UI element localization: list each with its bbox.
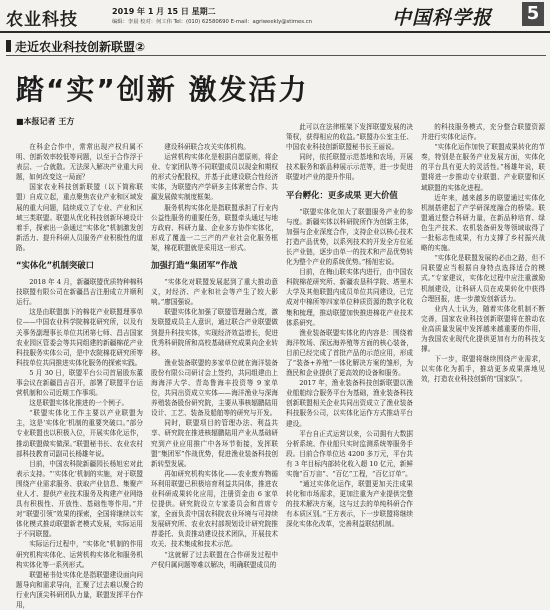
page-header bbox=[0, 0, 550, 30]
paragraph: 同时，依托联盟示范基地和农场，开展技术服务和新品种展示示范等，进一步促进联盟对产业的提升作用。 bbox=[286, 153, 413, 182]
paragraph: 平台自正式运营以来，公司拥有大数据分析系统、作业船只实时监测系统等服务手段。目前合作单位达 4200 多万元，平台共有 3 年目标内部转化收入超 10 亿元，新鲜实施“百万亩”、“百亿”工程，“百亿订单”。 bbox=[286, 429, 413, 478]
paragraph: “通过实体化运作，联盟更加关注成果转化和市场需求，更加注重为产业提供完整的技术解决方案，这与过去的单纯科研合作有本质区别。”王方表示，下一步联盟将继续深化实体化改革，完善利益联结机制。 bbox=[286, 480, 413, 529]
paragraph: “联盟实体化工作主要以产业联盟为主，这是‘实体化’机制的重要突破口。”部分专业联盟也以积极入位，开展实体化运作，推动联盟做实做深。”联盟秘书长、农业农村部科技教育司副司长杨雄年说。 bbox=[16, 409, 143, 458]
header-rule bbox=[0, 31, 550, 33]
dateline: 2019 年 1 月 15 日 星期二 bbox=[112, 7, 216, 16]
series-banner bbox=[6, 38, 436, 54]
subheading: “实体化”机制突破口 bbox=[16, 260, 95, 271]
article-byline: ■本报记者 王方 bbox=[16, 117, 75, 126]
paragraph: 联盟实体化加强了联盟管理融合度，激发联盟成员主人意识，通过联合产业联盟做到提升科技实体，实现经济效益增长，促进优秀科研院所和高校基础研究成果向企业转移。 bbox=[151, 308, 278, 357]
paragraph: 2017 年，渔业装备科技创新联盟以渔业船舶综合服务平台为基础，渔业装备科技创新联盟相关企业共同出资成立了渔业装备科技服务公司，以实体化运作方式推动平台建设。 bbox=[286, 379, 413, 428]
paragraph: 业内人士认为，随着实体化机制不断完善，国家农业科技创新联盟将在推动农业高质量发展中发挥越来越重要的作用，为我国农业现代化提供更加有力的科技支撑。 bbox=[421, 304, 545, 354]
paragraph: 5 月 30 日，联盟平台公司首届股东董事会议在新疆昌吉召开，部署了联盟平台运营机制和公司近期工作事项。 bbox=[16, 368, 143, 398]
paragraph: “这就解了过去联盟在合作研发过程中产权归属问题等难以解决，明确联盟成员的 bbox=[151, 550, 278, 569]
paragraph: 近年来，越来越多的联盟通过实体化机制搭建起了产学研深度融合的桥梁。联盟通过整合科研力量，在新品种培育、绿色生产技术、农机装备研发等领域取得了一批标志性成果，有力支撑了乡村振兴战略的实施。 bbox=[421, 193, 545, 253]
paragraph: “联盟实体化加大了联盟服务产业的参与度。新疆实体以科研院所作为创新主体，加强与企业深度合作，支持企业以核心技术打造产品优势，以系列技术的开发全方位延长产业链，逐步由单一的技术和产品优势转化为整个产业的系统优势。”杨旭宏说。 bbox=[286, 207, 413, 267]
subheading: 加强打造“集团军”作战 bbox=[151, 260, 238, 271]
paragraph: 2018 年 4 月，新疆联盟优质特种棉科技联盟有限公司在新疆昌吉注册成立并顺利运行。 bbox=[16, 278, 143, 307]
article-headline: 踏“实”创新 激发活力 bbox=[16, 73, 309, 106]
paragraph: 实际运行过程中，“实体化”机制的作用研究机构实体化、运营机构实体化和服务机构实体化等一系列形式。 bbox=[16, 540, 143, 569]
series-marker bbox=[6, 40, 11, 52]
editor-contact: 编辑：李晨 校对：何工伟 Tel：(010) 62580690 E-mail：agriweekly@stimes.cn bbox=[112, 19, 312, 25]
paragraph: “实体化是联盟发展的必由之路，但不同联盟应当根据自身特点选择适合的模式。”专家建议，实体化过程中应注重激励机制建设，让科研人员在成果转化中获得合理回报，进一步激发创新活力。 bbox=[421, 254, 545, 303]
paragraph: 的科技服务模式，充分整合联盟资源并进行实体化运作。 bbox=[421, 123, 545, 142]
paragraph: 国家农业科技创新联盟（以下简称联盟）自成立起，重点聚焦农业产业和区域发展的重大问题，陆续成立了专业、产业和区域三类联盟。联盟从优化科技创新环境设计着手，探索出一条通过“实体化”机制激发创新活力、提升科研人员服务产业积极性的道路。 bbox=[16, 183, 143, 252]
paragraph: 这是由联盟旗下的棉花产业联盟理事单位——中国农业科学院棉花研究所，以及有关事务副理事长单位共团第七师、昌吉国家农业园区管委会等共同组建的新疆棉花产业科技服务实体公司，是中农院棉花研究所等科技单位共同推进实体化服务的探索实践。 bbox=[16, 308, 143, 367]
paragraph: 同时，联盟项目的管理办法、利益共享、研究院在推进核辐鹏陆用产业从基础研究到产业应用推广中各环节衔接，发挥联盟“集团军”作战优势，促进渔业装备科技创新转型发展。 bbox=[151, 419, 278, 468]
paragraph: 目前，中国农科院新疆园长杨旭宏对此表示支持。“‘实体化’机制的实施，对于联盟围绕产业需求服务、获取产业信息、集聚产业人才、提供产业技术服务及构建产业网络具有积极性、开放性、基础性等作用。”并对“联盟引领”效果的探索，全国将继续以实体化模式推动联盟新老模式发展，实际运用于不同联盟。 bbox=[16, 459, 143, 539]
paragraph: 这是联盟实体化推进的一个例子。 bbox=[29, 399, 129, 408]
series-underline bbox=[6, 55, 546, 56]
paragraph: 联盟秘书处实体化是指联盟建设面向问题导向和需求导向，汇聚了过去难以聚合的行业内顶尖科研团队力量，联盟发挥平台作用， bbox=[16, 570, 143, 610]
article-column-3 bbox=[286, 122, 413, 578]
paragraph: 再如研究机构实体化——农业废弃物循环利用联盟已积极培育利益共同体，推进农业科研成果转化应用，注册资金由 6 家单位提供。研究院设立专家委员会和首席专家，全面负责中国农科院农业环境与可持续发展研究所、农业农村部规划设计研究院推荐委托、负责推动建设技术团队，开展技术攻关、技术集成和技术示范。 bbox=[151, 469, 278, 549]
article-column-1 bbox=[16, 142, 143, 610]
newspaper-masthead: 中国科学报 bbox=[392, 7, 493, 29]
paragraph: 渔业装备联盟的多家单位就在海洋装备股份有限公司研讨会上签约，共同组建由上海海洋大学、青岛鲁海丰投资等 9 家单位，共同出资成立实体——海洋渔业与深海养殖装备股份研究院，主要从事核辐鹏陆用设计、工艺、装备及船舶等的研究与开发。 bbox=[151, 358, 278, 418]
paragraph: “实体化运作加快了联盟成果转化的节奏，特别是在服务产业发展方面，实体化的平台具有更大的灵活性。”杨雄年说，联盟将进一步推动专业联盟、产业联盟和区域联盟的实体化进程。 bbox=[421, 143, 545, 192]
series-title: 走近农业科技创新联盟② bbox=[15, 40, 146, 54]
paragraph: “实体化对联盟发展起到了重大推动意义，对经济、产业和社会等产生了较大影响。”廖国强说。 bbox=[151, 278, 278, 307]
paragraph: 服务机构实体化是指联盟承担了行业内公益性服务的重要任务，联盟牵头通过与地方政府、科研力量、企业多方协作实体化，形成了覆盖一二三产的产业社会化服务框架，棉花联盟就是采用这一形式。 bbox=[151, 203, 278, 252]
paragraph: 下一步，联盟将继续围绕产业需求，以实体化为抓手，推动更多成果落地见效，打造农业科技创新的“国家队”。 bbox=[421, 355, 545, 384]
paragraph: 运营机构实体化是根据自愿原则，将企业、专家团队等不同联盟成员以现金和期权的形式分配股权，并基于此建设联合性经济实体，为联盟内产学研多主体紧密合作、共赢发展做实制度框架。 bbox=[151, 153, 278, 202]
article-column-2 bbox=[151, 142, 278, 578]
article-column-4 bbox=[421, 122, 545, 578]
paragraph: 建设科研联合攻关实体机构。 bbox=[164, 143, 250, 151]
section-label: 农业科技 bbox=[6, 10, 78, 30]
paragraph: 渔业装备联盟实体化的内容是：围绕着海洋牧场、深远海养殖等方面的核心装备，目前已经完成了首批产品的示范应用，形成了“装备+养殖”一体化解决方案的雏形，为渔民和企业提供了更高效的设备和服务。 bbox=[286, 328, 413, 378]
paragraph: 在科企合作中，常常出现产权归属不明、创新效率较低等问题，以至于合作浮于表层、一合就散。无法深入解决产业重大问题，如何改变这一局面？ bbox=[16, 143, 143, 182]
paragraph: 目前，在梅山联实体内进行，由中国农科院棉花研究所、新疆农垦科学院、塔里木大学及其他联盟内成员单位共同建设，已完成对中棉所等四家单位种质资源的数字化收集和梳理，推动联盟加快推进棉花产业技术体系研究。 bbox=[286, 268, 413, 327]
page-number: 5 bbox=[522, 2, 544, 26]
paragraph: 此可以在法律框架下发挥联盟发展的决策权，获得相应的收益。”联盟办公室主任、中国农业科技创新联盟秘书长王丽说。 bbox=[286, 123, 413, 152]
subheading: 平台孵化：更多成果 更大价值 bbox=[286, 189, 398, 200]
